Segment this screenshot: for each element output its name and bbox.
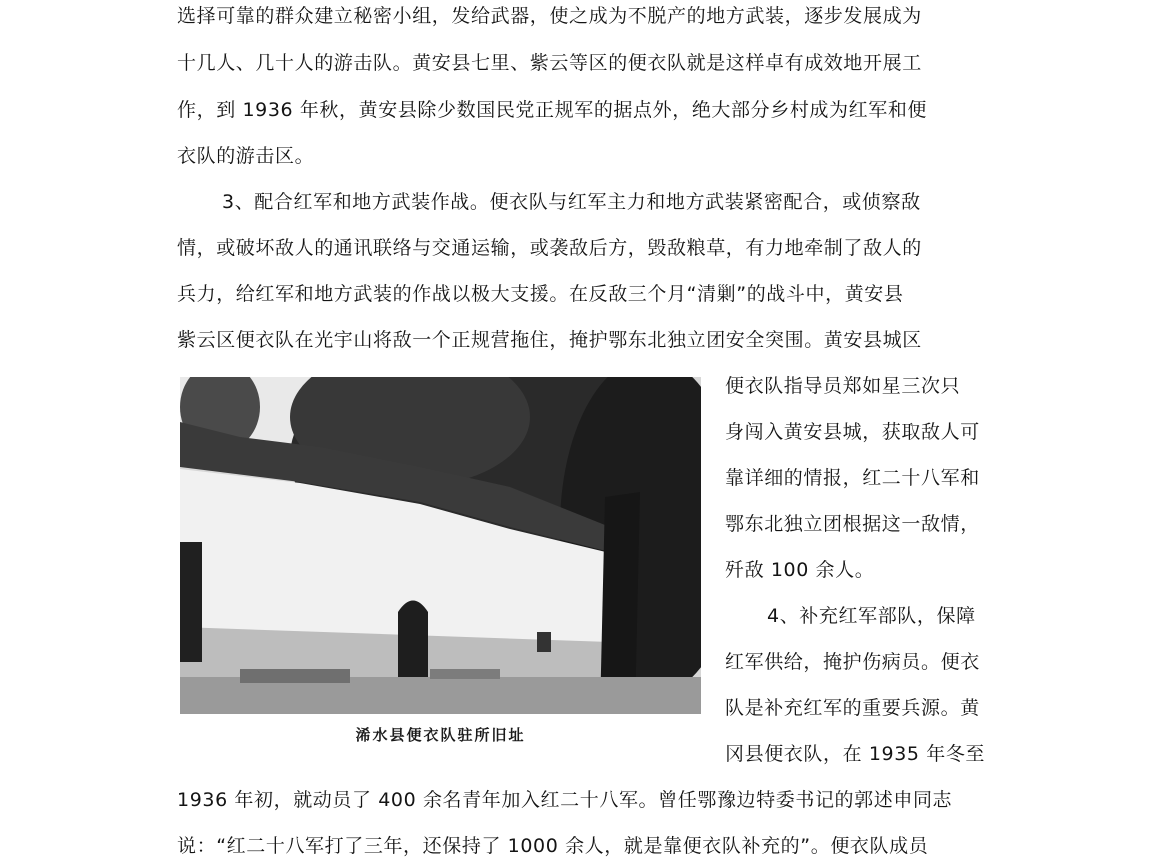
text-line: 身闯入黄安县城，获取敌人可 — [725, 421, 980, 443]
text-line: 说：“红二十八军打了三年，还保持了 1000 余人，就是靠便衣队补充的”。便衣队成员 — [177, 835, 929, 857]
text-line: 衣队的游击区。 — [177, 145, 315, 167]
text-line: 红军供给，掩护伤病员。便衣 — [725, 651, 980, 673]
text-line: 1936 年初，就动员了 400 余名青年加入红二十八军。曾任鄂豫边特委书记的郭述申同志 — [177, 789, 953, 811]
text-line: 4、补充红军部队，保障 — [767, 605, 976, 627]
historic-building-photo — [180, 377, 701, 714]
photo-caption: 浠水县便衣队驻所旧址 — [355, 726, 526, 744]
text-line: 冈县便衣队，在 1935 年冬至 — [725, 743, 986, 765]
text-line: 靠详细的情报，红二十八军和 — [725, 467, 980, 489]
text-line: 3、配合红军和地方武装作战。便衣队与红军主力和地方武装紧密配合，或侦察敌 — [222, 191, 921, 213]
text-line: 兵力，给红军和地方武装的作战以极大支援。在反敌三个月“清剿”的战斗中，黄安县 — [177, 283, 904, 305]
text-line: 紫云区便衣队在光宇山将敌一个正规营拖住，掩护鄂东北独立团安全突围。黄安县城区 — [177, 329, 922, 351]
text-line: 队是补充红军的重要兵源。黄 — [725, 697, 980, 719]
text-line: 鄂东北独立团根据这一敌情， — [725, 513, 980, 535]
text-line: 便衣队指导员郑如星三次只 — [725, 375, 961, 397]
text-line: 选择可靠的群众建立秘密小组，发给武器，使之成为不脱产的地方武装，逐步发展成为 — [177, 5, 922, 27]
text-line: 十几人、几十人的游击队。黄安县七里、紫云等区的便衣队就是这样卓有成效地开展工 — [177, 52, 922, 74]
text-line: 作，到 1936 年秋，黄安县除少数国民党正规军的据点外，绝大部分乡村成为红军和便 — [177, 99, 928, 121]
text-line: 歼敌 100 余人。 — [725, 559, 875, 581]
text-line: 情，或破坏敌人的通讯联络与交通运输，或袭敌后方，毁敌粮草，有力地牵制了敌人的 — [177, 237, 922, 259]
